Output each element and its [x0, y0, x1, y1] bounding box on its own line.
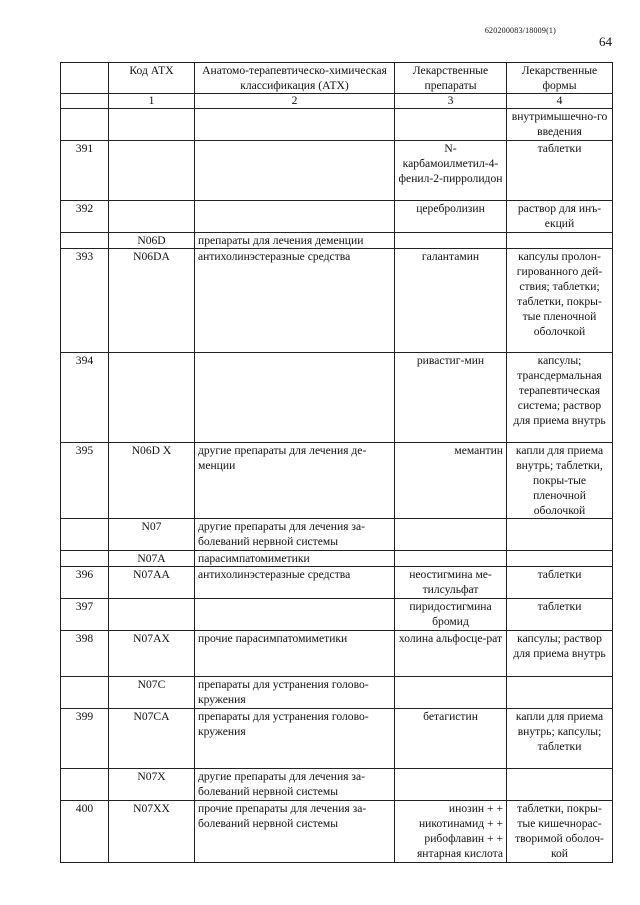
row-drug — [395, 519, 507, 551]
row-form: таблетки — [507, 567, 613, 599]
row-code — [109, 109, 195, 141]
row-code: N07X — [109, 769, 195, 801]
row-code — [109, 353, 195, 443]
table-row — [61, 353, 613, 443]
row-code: N06D — [109, 233, 195, 249]
table-row — [61, 709, 613, 769]
table-row — [61, 801, 613, 863]
table-row — [61, 769, 613, 801]
document-id: 620200083/18009(1) — [484, 26, 556, 35]
row-form — [507, 233, 613, 249]
row-class — [195, 599, 395, 631]
column-number-row — [61, 94, 613, 109]
row-num: 391 — [61, 141, 109, 201]
row-form: капсулы пролон-гированного дей-ствия; таблетки; таблетки, покры-тые пленочной оболочкой — [507, 249, 613, 353]
row-num — [61, 551, 109, 567]
row-drug — [395, 769, 507, 801]
table-row — [61, 631, 613, 677]
row-form: капли для приема внутрь; таблетки, покры-тые пленочной оболочкой — [507, 443, 613, 519]
table-row — [61, 141, 613, 201]
row-num: 400 — [61, 801, 109, 863]
row-form: капсулы; раствор для приема внутрь — [507, 631, 613, 677]
table-row — [61, 677, 613, 709]
table-row — [61, 443, 613, 519]
row-class: другие препараты для лечения за-болеваний нервной системы — [195, 769, 395, 801]
row-drug: N-карбамоилметил-4-фенил-2-пирролидон — [395, 141, 507, 201]
row-class — [195, 109, 395, 141]
table-row — [61, 201, 613, 233]
row-drug — [395, 233, 507, 249]
row-code: N07XX — [109, 801, 195, 863]
table-row — [61, 567, 613, 599]
header-drugs: Лекарственные препараты — [395, 63, 507, 94]
row-drug: церебролизин — [395, 201, 507, 233]
row-class: препараты для лечения деменции — [195, 233, 395, 249]
col-number-2: 2 — [195, 94, 395, 109]
row-num — [61, 677, 109, 709]
row-drug: бетагистин — [395, 709, 507, 769]
table-row — [61, 519, 613, 551]
row-drug: пиридостигмина бромид — [395, 599, 507, 631]
row-num — [61, 519, 109, 551]
row-drug — [395, 109, 507, 141]
header-code: Код АТХ — [109, 63, 195, 94]
header-class: Анатомо-терапевтическо-химическая классификация (АТХ) — [195, 63, 395, 94]
row-class: антихолинэстеразные средства — [195, 567, 395, 599]
row-num: 399 — [61, 709, 109, 769]
row-drug — [395, 677, 507, 709]
row-form — [507, 551, 613, 567]
table-row — [61, 109, 613, 141]
row-code: N06DA — [109, 249, 195, 353]
row-form: таблетки, покры-тые кишечнорас-творимой оболоч-кой — [507, 801, 613, 863]
header-num — [61, 63, 109, 94]
row-form — [507, 677, 613, 709]
header-forms: Лекарственные формы — [507, 63, 613, 94]
row-drug: неостигмина ме-тилсульфат — [395, 567, 507, 599]
row-form: таблетки — [507, 141, 613, 201]
row-drug: мемантин — [395, 443, 507, 519]
row-code — [109, 599, 195, 631]
row-num: 398 — [61, 631, 109, 677]
col-number-3: 3 — [395, 94, 507, 109]
table-row — [61, 249, 613, 353]
col-number-4: 4 — [507, 94, 613, 109]
row-code: N07 — [109, 519, 195, 551]
row-class: другие препараты для лечения за-болеваний нервной системы — [195, 519, 395, 551]
row-class — [195, 141, 395, 201]
col-number-blank — [61, 94, 109, 109]
row-num: 393 — [61, 249, 109, 353]
row-num: 396 — [61, 567, 109, 599]
atc-drug-table — [60, 62, 613, 863]
row-drug: холина альфосце-рат — [395, 631, 507, 677]
row-num — [61, 233, 109, 249]
row-code: N07A — [109, 551, 195, 567]
row-class: парасимпатомиметики — [195, 551, 395, 567]
col-number-1: 1 — [109, 94, 195, 109]
row-class — [195, 353, 395, 443]
row-class: прочие парасимпатомиметики — [195, 631, 395, 677]
row-code — [109, 201, 195, 233]
row-code: N07AA — [109, 567, 195, 599]
row-form: внутримышечно-го введения — [507, 109, 613, 141]
row-form — [507, 769, 613, 801]
table-row — [61, 551, 613, 567]
row-form: раствор для инъ-екций — [507, 201, 613, 233]
row-code: N07CA — [109, 709, 195, 769]
row-form: капсулы; трансдермальная терапевтическая система; раствор для приема внутрь — [507, 353, 613, 443]
row-class: прочие препараты для лечения за-болеваний нервной системы — [195, 801, 395, 863]
row-drug: галантамин — [395, 249, 507, 353]
row-form — [507, 519, 613, 551]
header-row — [61, 63, 613, 94]
row-num — [61, 109, 109, 141]
row-code: N07AX — [109, 631, 195, 677]
row-class: препараты для устранения голово-кружения — [195, 709, 395, 769]
row-code — [109, 141, 195, 201]
row-code: N07C — [109, 677, 195, 709]
table-row — [61, 233, 613, 249]
row-class — [195, 201, 395, 233]
row-form: таблетки — [507, 599, 613, 631]
row-num: 394 — [61, 353, 109, 443]
row-class: антихолинэстеразные средства — [195, 249, 395, 353]
row-code: N06D X — [109, 443, 195, 519]
row-class: препараты для устранения голово-кружения — [195, 677, 395, 709]
page-number: 64 — [599, 34, 612, 49]
row-num: 392 — [61, 201, 109, 233]
row-class: другие препараты для лечения де-менции — [195, 443, 395, 519]
row-drug: инозин + + никотинамид + + рибофлавин + + янтарная кислота — [395, 801, 507, 863]
row-drug — [395, 551, 507, 567]
row-drug: ривастиг-мин — [395, 353, 507, 443]
row-form: капли для приема внутрь; капсулы; таблетки — [507, 709, 613, 769]
table-row — [61, 599, 613, 631]
row-num: 397 — [61, 599, 109, 631]
row-num: 395 — [61, 443, 109, 519]
row-num — [61, 769, 109, 801]
